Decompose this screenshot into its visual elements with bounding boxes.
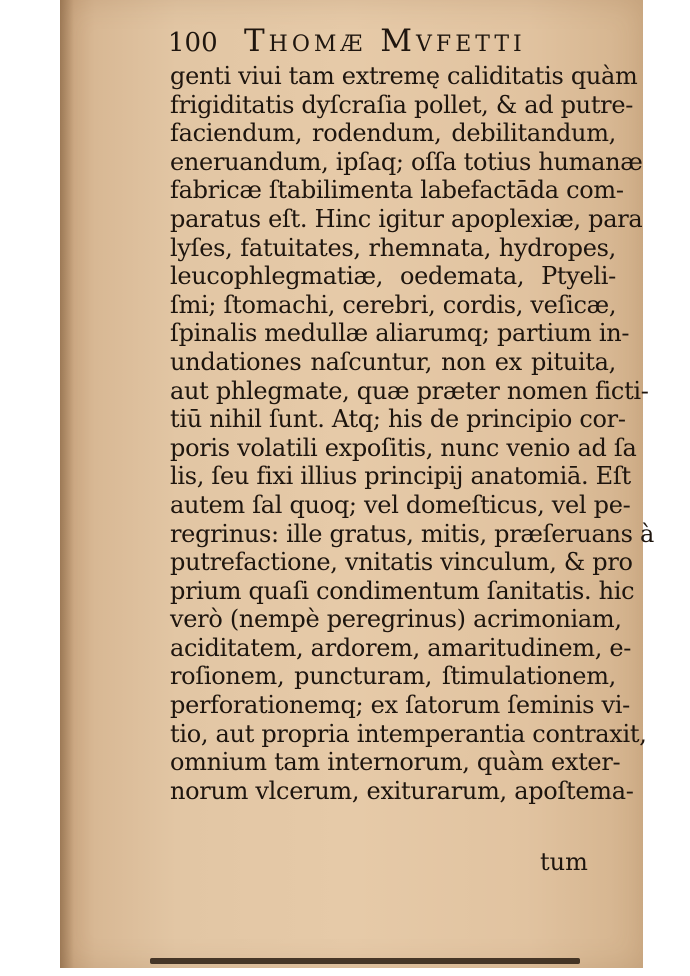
- text-line: paratus eſt. Hinc igitur apoplexiæ, para: [170, 204, 643, 233]
- text-line: putrefactione, vnitatis vinculum, & pro: [170, 548, 633, 577]
- page-bottom-edge: [150, 958, 580, 964]
- text-line: regrinus: ille gratus, mitis, præſeruans à: [170, 519, 654, 548]
- text-line: genti viui tam extremę caliditatis quàm: [170, 62, 638, 90]
- text-line: verò (nempè peregrinus) acrimoniam,: [170, 605, 622, 634]
- spine-shadow: [60, 0, 74, 968]
- catchword: tum: [540, 848, 588, 876]
- text-line: norum vlcerum, exiturarum, apoſtema-: [170, 776, 634, 805]
- text-line: roſionem, puncturam, ſtimulationem,: [170, 662, 616, 691]
- page-number: 100: [168, 28, 218, 58]
- text-line: faciendum, rodendum, debilitandum,: [170, 119, 616, 148]
- text-line: lis, ſeu fixi illius principij anatomiā. Eſt: [170, 462, 631, 491]
- text-line: tio, aut propria intemperantia contraxit,: [170, 719, 647, 748]
- text-line: undationes naſcuntur, non ex pituita,: [170, 347, 616, 376]
- running-title: Thomæ Mvfetti: [244, 23, 526, 59]
- text-line: leucophlegmatiæ, oedemata, Ptyeli-: [170, 262, 616, 291]
- text-line: frigiditatis dyſcraſia pollet, & ad putre-: [170, 90, 634, 119]
- text-line: ſmi; ſtomachi, cerebri, cordis, veſicæ,: [170, 290, 617, 319]
- text-line: eneruandum, ipſaq; oſſa totius humanæ: [170, 147, 643, 176]
- page-header: [168, 18, 618, 58]
- text-line: fabricæ ſtabilimenta labefactāda com-: [170, 176, 624, 205]
- text-line: omnium tam internorum, quàm exter-: [170, 748, 621, 777]
- body-text: [170, 62, 654, 805]
- text-line: aciditatem, ardorem, amaritudinem, e-: [170, 633, 632, 662]
- text-line: tiū nihil ſunt. Atq; his de principio cor-: [170, 405, 626, 434]
- text-line: aut phlegmate, quæ præter nomen ficti-: [170, 376, 649, 405]
- text-line: lyſes, fatuitates, rhemnata, hydropes,: [170, 233, 616, 262]
- text-line: perforationemq; ex ſatorum ſeminis vi-: [170, 691, 630, 720]
- text-line: ſpinalis medullæ aliarumq; partium in-: [170, 319, 630, 348]
- text-line: prium quaſi condimentum ſanitatis. hic: [170, 576, 635, 605]
- text-line: poris volatili expoſitis, nunc venio ad ſa: [170, 433, 637, 462]
- text-line: autem ſal quoq; vel domeſticus, vel pe-: [170, 490, 631, 519]
